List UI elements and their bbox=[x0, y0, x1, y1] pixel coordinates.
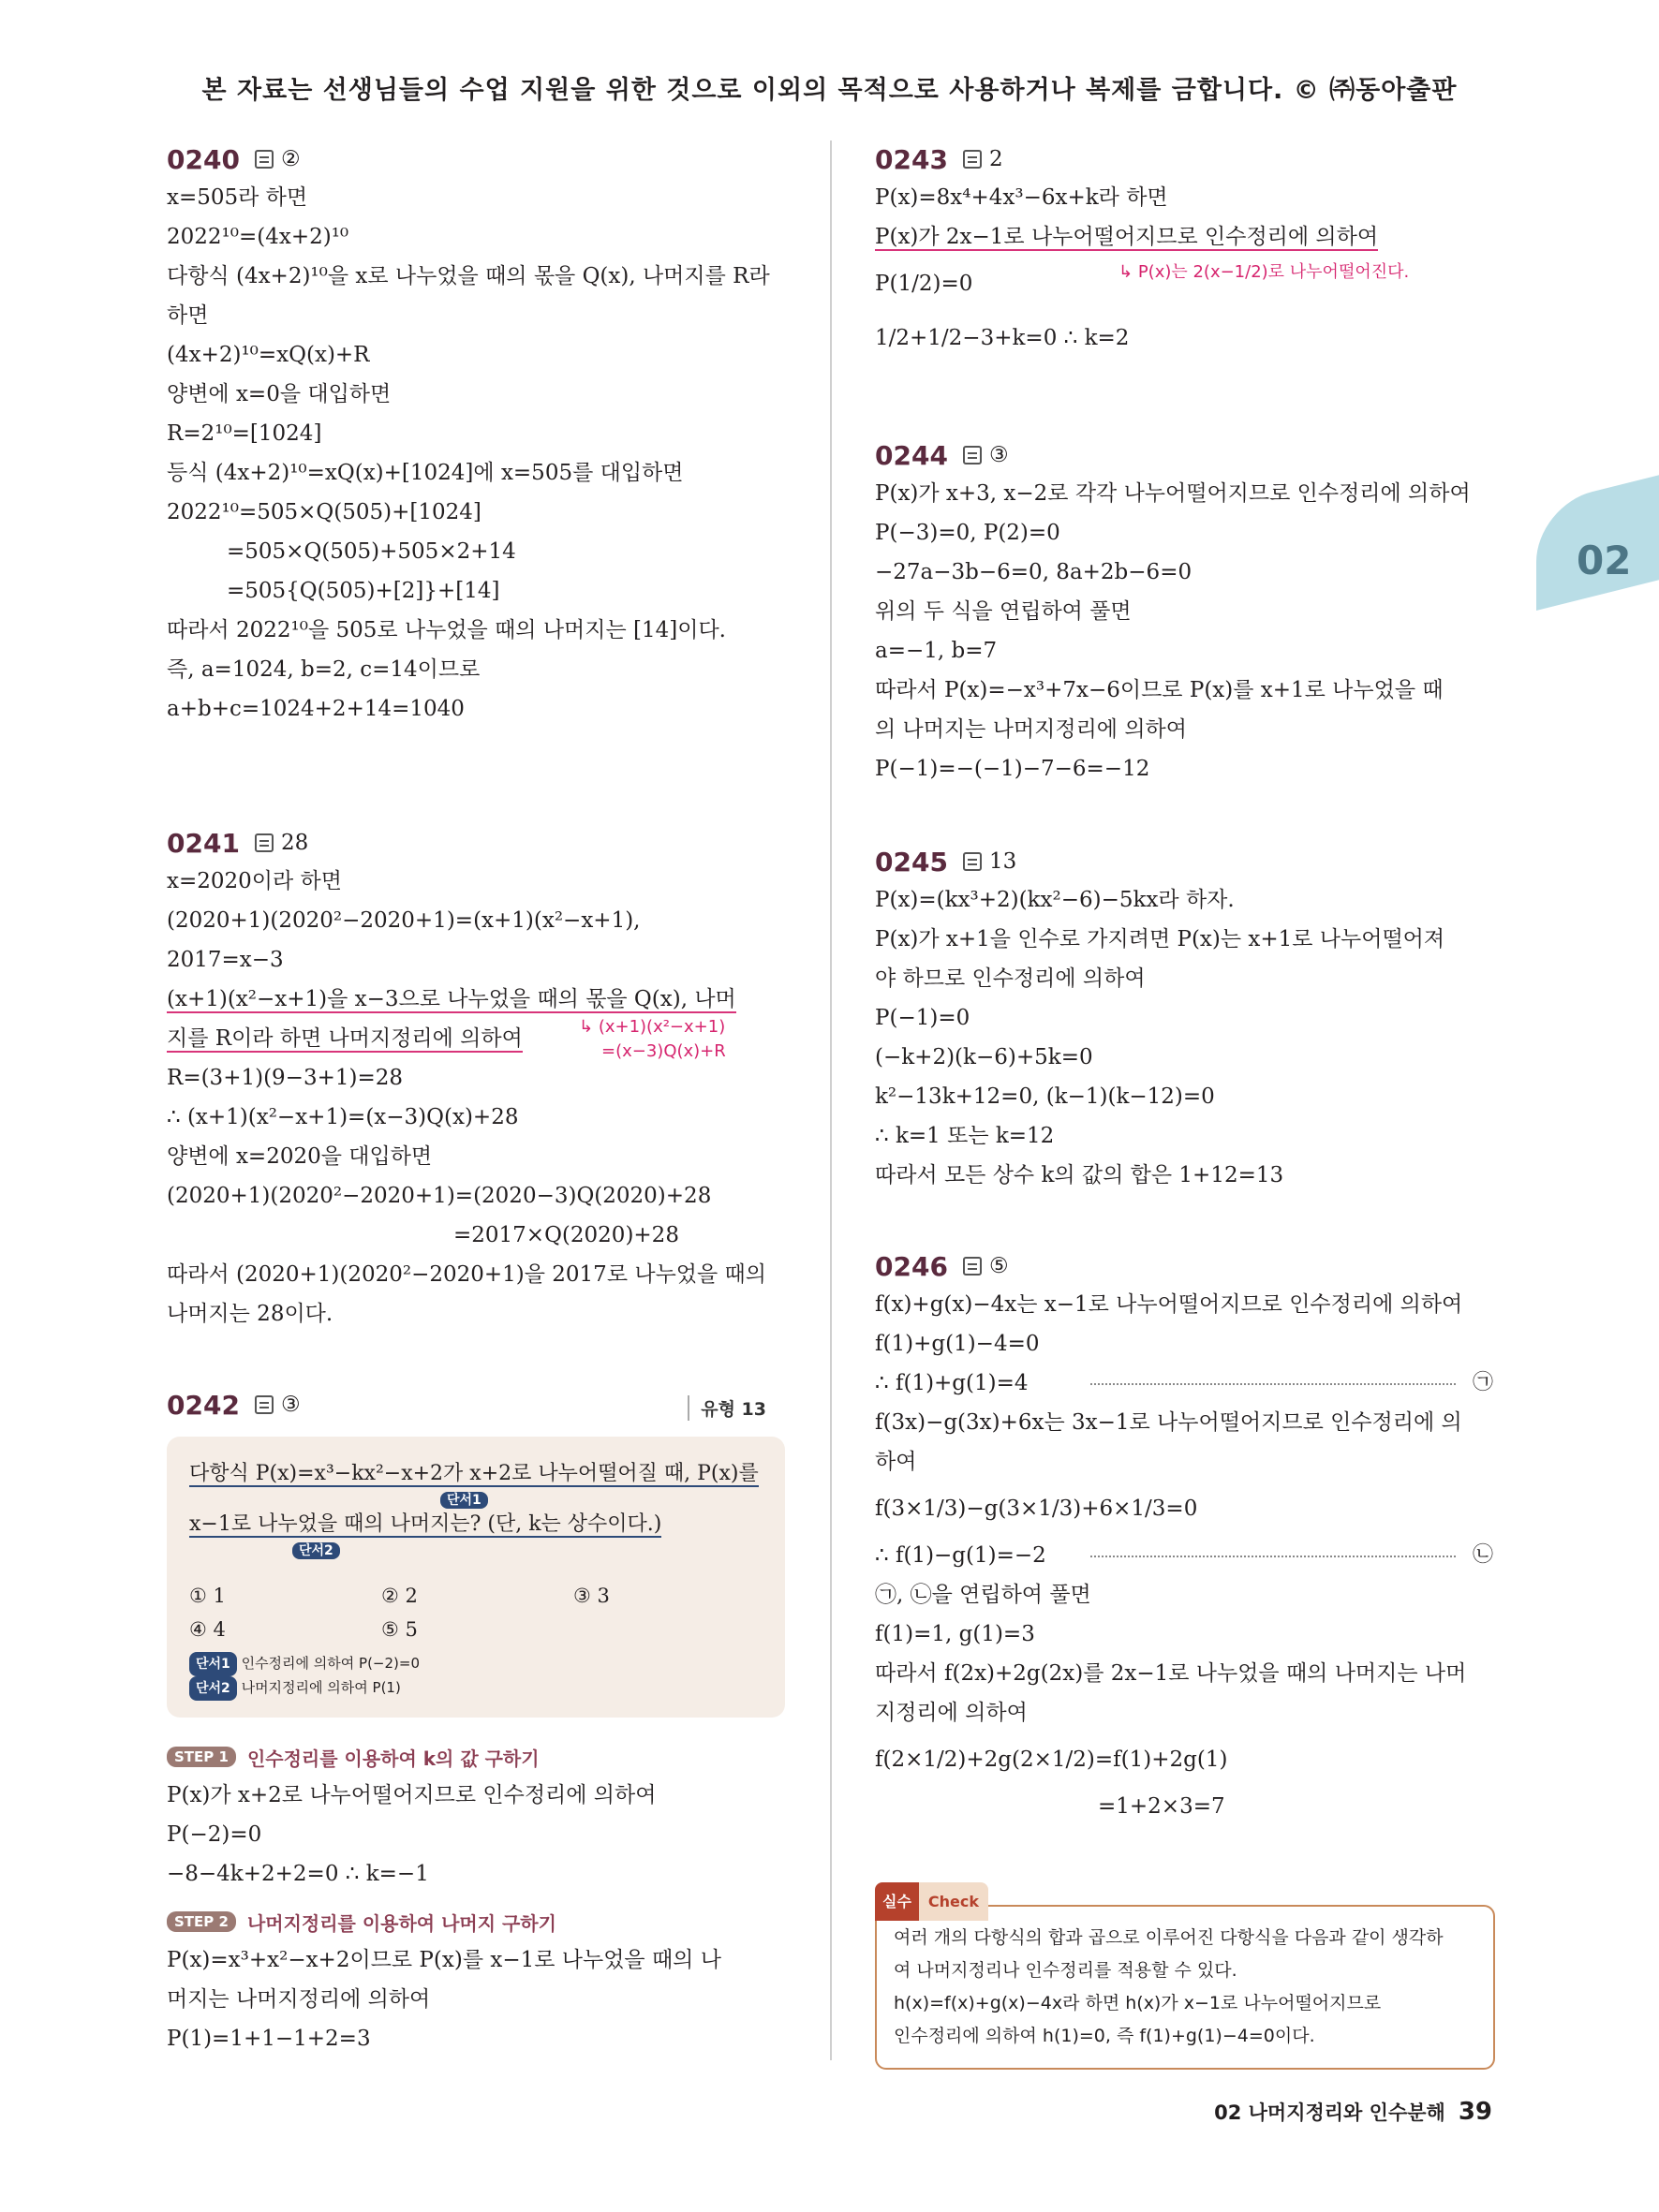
solution-line: f(x)+g(x)−4x는 x−1로 나누어떨어지므로 인수정리에 의하여 bbox=[875, 1292, 1463, 1317]
check-line: 인수정리에 의하여 h(1)=0, 즉 f(1)+g(1)−4=0이다. bbox=[894, 2026, 1315, 2046]
step-badge: STEP 2 bbox=[167, 1911, 236, 1932]
solution-line: 즉, a=1024, b=2, c=14이므로 bbox=[167, 657, 481, 682]
solution-line: 등식 (4x+2)¹⁰=xQ(x)+[1024]에 x=505를 대입하면 bbox=[167, 461, 684, 485]
solution-line: P(x)가 x+1을 인수로 가지려면 P(x)는 x+1로 나누어떨어져 bbox=[875, 927, 1445, 951]
solution-line: 나머지는 28이다. bbox=[167, 1302, 333, 1326]
solution-line: P(x)=(kx³+2)(kx²−6)−5kx라 하자. bbox=[875, 888, 1235, 912]
solution-line: 다항식 (4x+2)¹⁰을 x로 나누었을 때의 몫을 Q(x), 나머지를 R라 bbox=[167, 264, 770, 288]
solution-line: (4x+2)¹⁰=xQ(x)+R bbox=[167, 343, 370, 367]
choices bbox=[189, 1579, 766, 1646]
solution-line: P(−1)=0 bbox=[875, 1006, 970, 1030]
clue-badge: 단서2 bbox=[292, 1542, 340, 1559]
side-note bbox=[1118, 260, 1409, 285]
clue-badge: 단서1 bbox=[440, 1492, 488, 1509]
solution-line: 따라서 (2020+1)(2020²−2020+1)을 2017로 나누었을 때의 bbox=[167, 1262, 766, 1287]
check-line: h(x)=f(x)+g(x)−4x라 하면 h(x)가 x−1로 나누어떨어지므로 bbox=[894, 1993, 1382, 2013]
answer: ③ bbox=[280, 1393, 301, 1417]
solution-line: 따라서 2022¹⁰을 505로 나누었을 때의 나머지는 [14]이다. bbox=[167, 618, 726, 642]
solution-line: P(x)가 x+2로 나누어떨어지므로 인수정리에 의하여 bbox=[167, 1783, 657, 1807]
solution-line bbox=[875, 1364, 1493, 1403]
choice: ② 2 bbox=[381, 1585, 418, 1607]
solution-line: −8−4k+2+2=0 ∴ k=−1 bbox=[167, 1862, 429, 1886]
problem-number: 0245 bbox=[875, 846, 948, 877]
choice: ③ 3 bbox=[573, 1585, 610, 1607]
problem-number: 0244 bbox=[875, 439, 948, 471]
step-header bbox=[167, 1738, 785, 1776]
note-text: P(x)는 2(x−1/2)로 나누어떨어진다. bbox=[1137, 262, 1410, 282]
answer: 13 bbox=[988, 849, 1017, 874]
problem-number: 0246 bbox=[875, 1250, 948, 1282]
solution-line: P(−1)=−(−1)−7−6=−12 bbox=[875, 757, 1150, 781]
solution-line: 의 나머지는 나머지정리에 의하여 bbox=[875, 717, 1187, 742]
chapter-title: 02 나머지정리와 인수분해 bbox=[1214, 2101, 1445, 2124]
solution-line: (−k+2)(k−6)+5k=0 bbox=[875, 1045, 1093, 1069]
page-number: 39 bbox=[1458, 2098, 1492, 2126]
equation: ∴ f(1)−g(1)=−2 bbox=[875, 1543, 1046, 1568]
check-tag-label: Check bbox=[919, 1882, 988, 1921]
solution-line: 머지는 나머지정리에 의하여 bbox=[167, 1987, 431, 2012]
solution-line: P(x)=8x⁴+4x³−6x+k라 하면 bbox=[875, 185, 1168, 210]
question-line: 다항식 P(x)=x³−kx²−x+2가 x+2로 나누어떨어질 때, P(x)를 bbox=[189, 1462, 759, 1485]
solution-line: P(−2)=0 bbox=[167, 1822, 262, 1847]
solution-line: =1+2×3=7 bbox=[1098, 1794, 1225, 1819]
solution-line: k²−13k+12=0, (k−1)(k−12)=0 bbox=[875, 1084, 1215, 1109]
solution-line bbox=[167, 1017, 785, 1061]
solution-line: 양변에 x=2020을 대입하면 bbox=[167, 1144, 433, 1169]
mistake-check-box bbox=[875, 1893, 1495, 2070]
solution-line: P(1)=1+1−1+2=3 bbox=[167, 2027, 371, 2051]
note-text: =(x−3)Q(x)+R bbox=[601, 1041, 726, 1061]
problem-0245 bbox=[875, 843, 1493, 1195]
solution-line: 따라서 모든 상수 k의 값의 합은 1+12=13 bbox=[875, 1163, 1284, 1187]
problem-number: 0241 bbox=[167, 827, 240, 859]
circle-label: ㉠ bbox=[1472, 1371, 1493, 1394]
solution-line: 야 하므로 인수정리에 의하여 bbox=[875, 966, 1146, 991]
solution-line: ∴ (x+1)(x²−x+1)=(x−3)Q(x)+28 bbox=[167, 1105, 519, 1129]
step-header bbox=[167, 1903, 785, 1940]
circle-label: ㉡ bbox=[1472, 1543, 1493, 1567]
problem-number: 0242 bbox=[167, 1389, 240, 1421]
solution-line: 따라서 P(x)=−x³+7x−6이므로 P(x)를 x+1로 나누었을 때 bbox=[875, 678, 1444, 702]
solution-line: a+b+c=1024+2+14=1040 bbox=[167, 697, 465, 721]
problem-0240 bbox=[167, 140, 785, 729]
solution-line: f(1)+g(1)−4=0 bbox=[875, 1332, 1040, 1356]
question-line: x−1로 나누었을 때의 나머지는? (단, k는 상수이다.) bbox=[189, 1512, 662, 1536]
problem-0241 bbox=[167, 824, 785, 1334]
solution-line bbox=[875, 1536, 1493, 1575]
solution-line: P(x)가 x+3, x−2로 각각 나누어떨어지므로 인수정리에 의하여 bbox=[875, 481, 1471, 506]
solution-line bbox=[875, 257, 1493, 311]
hint-text: 나머지정리에 의하여 P(1) bbox=[241, 1679, 401, 1696]
hint-block bbox=[189, 1652, 766, 1701]
check-tag bbox=[875, 1882, 988, 1921]
question-text bbox=[189, 1508, 766, 1541]
check-line: 여러 개의 다항식의 합과 곱으로 이루어진 다항식을 다음과 같이 생각하 bbox=[894, 1927, 1444, 1948]
solution-line: a=−1, b=7 bbox=[875, 639, 998, 663]
solution-line: ㉠, ㉡을 연립하여 풀면 bbox=[875, 1583, 1091, 1607]
solution-line: f(1)=1, g(1)=3 bbox=[875, 1622, 1035, 1646]
note-text: (x+1)(x²−x+1) bbox=[598, 1017, 726, 1037]
type-tag: 유형 13 bbox=[688, 1395, 766, 1421]
problem-0242 bbox=[167, 1386, 785, 2058]
question-text bbox=[189, 1457, 766, 1491]
solution-line: =505{Q(505)+[2]}+[14] bbox=[227, 579, 500, 603]
problem-number: 0240 bbox=[167, 143, 240, 175]
arrow-icon: ↳ bbox=[1118, 262, 1138, 282]
clue-badge: 단서1 bbox=[189, 1652, 237, 1676]
answer: 2 bbox=[988, 147, 1003, 171]
solution-line: f(3x)−g(3x)+6x는 3x−1로 나누어떨어지므로 인수정리에 의 bbox=[875, 1410, 1462, 1435]
problem-0244 bbox=[875, 436, 1493, 789]
solution-line: 1/2+1/2−3+k=0 ∴ k=2 bbox=[875, 326, 1130, 350]
solution-line: ∴ k=1 또는 k=12 bbox=[875, 1124, 1055, 1148]
underlined-text: 지를 R이라 하면 나머지정리에 의하여 bbox=[167, 1026, 523, 1051]
choice: ① 1 bbox=[189, 1585, 226, 1607]
problem-number: 0243 bbox=[875, 143, 948, 175]
leader-dots bbox=[1090, 1556, 1456, 1557]
arrow-icon: ↳ bbox=[579, 1017, 599, 1037]
answer-icon bbox=[963, 852, 982, 871]
step-badge: STEP 1 bbox=[167, 1747, 236, 1767]
side-note bbox=[579, 1015, 726, 1064]
answer-icon bbox=[255, 1395, 274, 1414]
solution-line: =505×Q(505)+505×2+14 bbox=[227, 539, 516, 564]
solution-line: 2022¹⁰=(4x+2)¹⁰ bbox=[167, 225, 349, 249]
underlined-text: (x+1)(x²−x+1)을 x−3으로 나누었을 때의 몫을 Q(x), 나머 bbox=[167, 987, 736, 1011]
step-title: 인수정리를 이용하여 k의 값 구하기 bbox=[246, 1747, 540, 1770]
solution-line: 양변에 x=0을 대입하면 bbox=[167, 382, 392, 406]
question-box bbox=[167, 1437, 785, 1718]
solution-line: 2022¹⁰=505×Q(505)+[1024] bbox=[167, 500, 481, 524]
page-footer bbox=[1214, 2098, 1492, 2126]
solution-line: x=505라 하면 bbox=[167, 185, 308, 210]
chapter-tab-number: 02 bbox=[1577, 538, 1632, 583]
problem-0243 bbox=[875, 140, 1493, 365]
check-tag-label: 실수 bbox=[875, 1882, 919, 1921]
equation: ∴ f(1)+g(1)=4 bbox=[875, 1371, 1029, 1395]
solution-line: 하여 bbox=[875, 1450, 917, 1474]
answer-icon bbox=[255, 833, 274, 852]
choice: ④ 4 bbox=[189, 1618, 226, 1641]
solution-line: 하면 bbox=[167, 303, 209, 328]
solution-line: (2020+1)(2020²−2020+1)=(x+1)(x²−x+1), bbox=[167, 908, 641, 933]
solution-line: −27a−3b−6=0, 8a+2b−6=0 bbox=[875, 560, 1192, 584]
answer: ③ bbox=[988, 443, 1009, 467]
solution-line: (2020+1)(2020²−2020+1)=(2020−3)Q(2020)+28 bbox=[167, 1184, 712, 1208]
underlined-text: P(x)가 2x−1로 나누어떨어지므로 인수정리에 의하여 bbox=[875, 225, 1379, 249]
answer-icon bbox=[963, 446, 982, 465]
step-title: 나머지정리를 이용하여 나머지 구하기 bbox=[246, 1911, 556, 1935]
solution-line: f(3×1/3)−g(3×1/3)+6×1/3=0 bbox=[875, 1497, 1198, 1521]
solution-line: =2017×Q(2020)+28 bbox=[453, 1223, 679, 1247]
leader-dots bbox=[1090, 1383, 1456, 1385]
solution-line: P(−3)=0, P(2)=0 bbox=[875, 521, 1060, 545]
solution-line: R=2¹⁰=[1024] bbox=[167, 421, 322, 446]
copyright-notice: 본 자료는 선생님들의 수업 지원을 위한 것으로 이외의 목적으로 사용하거나 복제를 금합니다. © ㈜동아출판 bbox=[201, 76, 1458, 105]
answer-icon bbox=[963, 150, 982, 169]
equation: P(1/2)=0 bbox=[875, 272, 973, 296]
solution-line: 2017=x−3 bbox=[167, 948, 284, 972]
solution-line: x=2020이라 하면 bbox=[167, 869, 342, 893]
solution-line bbox=[875, 217, 1493, 257]
choice: ⑤ 5 bbox=[381, 1618, 418, 1641]
column-divider bbox=[830, 140, 832, 2060]
solution-line: R=(3+1)(9−3+1)=28 bbox=[167, 1066, 404, 1090]
solution-line: 지정리에 의하여 bbox=[875, 1701, 1028, 1725]
solution-line: P(x)=x³+x²−x+2이므로 P(x)를 x−1로 나누었을 때의 나 bbox=[167, 1948, 721, 1972]
check-line: 여 나머지정리나 인수정리를 적용할 수 있다. bbox=[894, 1960, 1237, 1981]
answer-icon bbox=[963, 1257, 982, 1276]
solution-line bbox=[167, 980, 785, 1019]
answer: 28 bbox=[280, 831, 309, 855]
problem-0246 bbox=[875, 1247, 1493, 1826]
answer-icon bbox=[255, 150, 274, 169]
clue-badge: 단서2 bbox=[189, 1676, 237, 1701]
answer: ② bbox=[280, 147, 301, 171]
solution-line: 따라서 f(2x)+2g(2x)를 2x−1로 나누었을 때의 나머지는 나머 bbox=[875, 1661, 1467, 1686]
solution-line: 위의 두 식을 연립하여 풀면 bbox=[875, 599, 1132, 624]
solution-line: f(2×1/2)+2g(2×1/2)=f(1)+2g(1) bbox=[875, 1747, 1228, 1772]
hint-text: 인수정리에 의하여 P(−2)=0 bbox=[241, 1655, 421, 1672]
answer: ⑤ bbox=[988, 1254, 1009, 1278]
